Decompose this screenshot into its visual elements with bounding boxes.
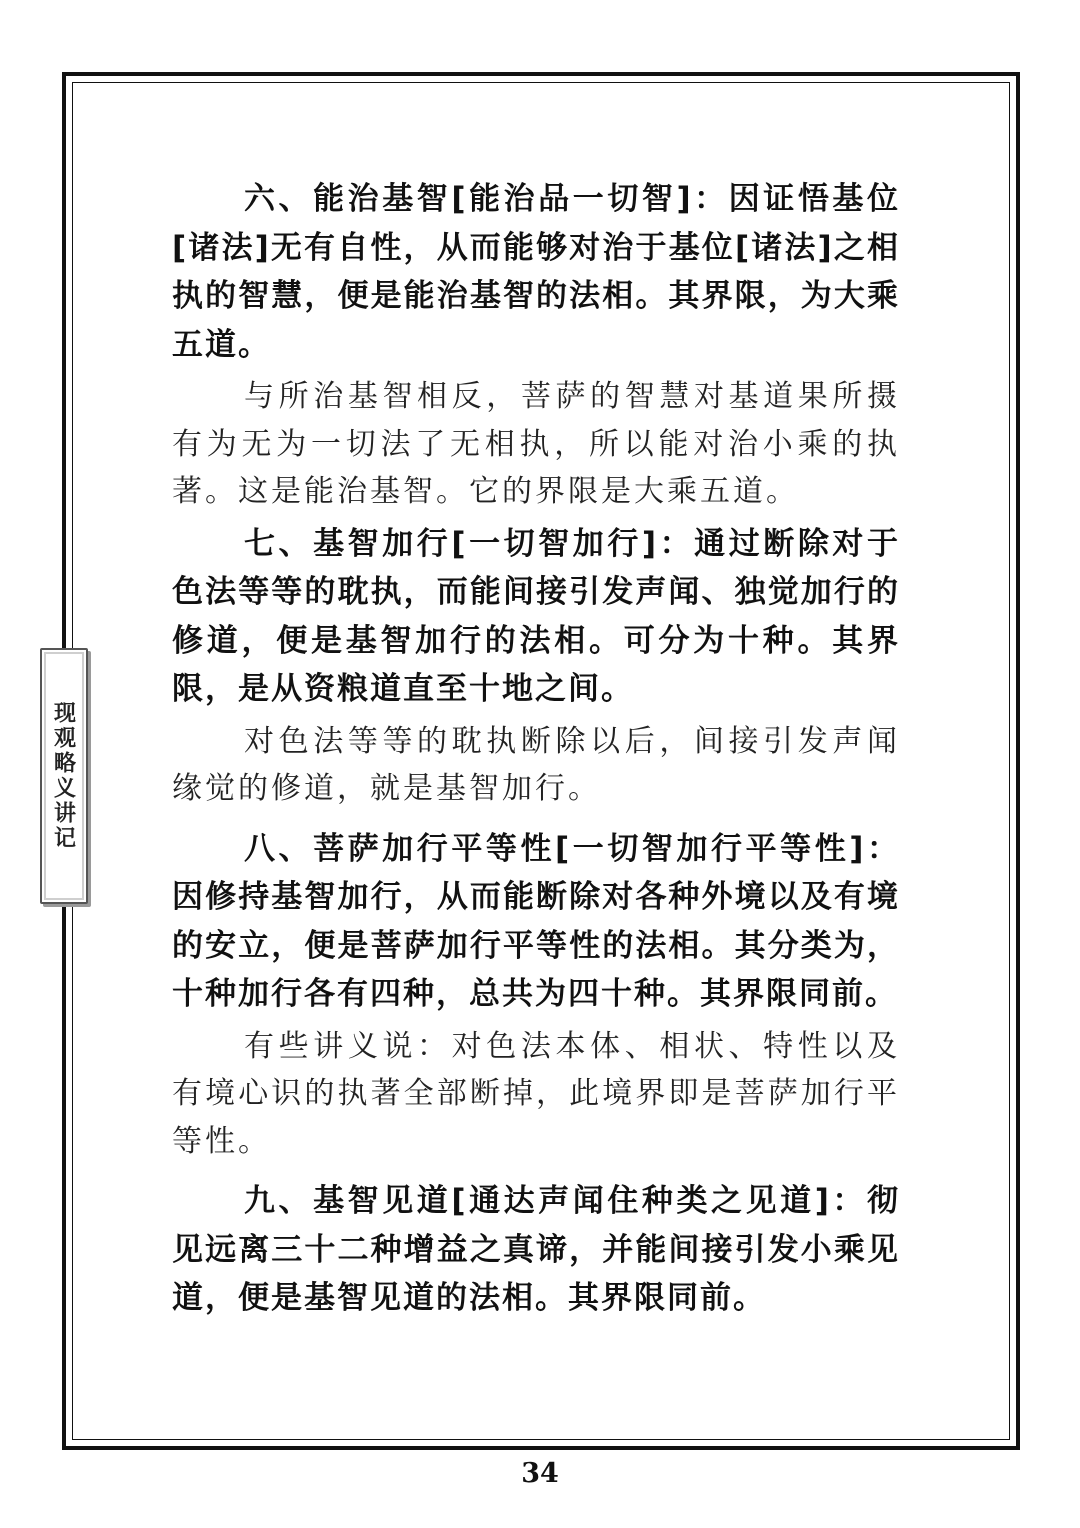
explanation-paragraph-8: 有些讲义说：对色法本体、相状、特性以及有境心识的执著全部断掉，此境界即是菩萨加行平等性。: [172, 1028, 900, 1159]
definition-paragraph-9: 九、基智见道[通达声闻住种类之见道]：彻见远离三十二种增益之真谛，并能间接引发小乘见道，便是基智见道的法相。其界限同前。: [172, 1183, 900, 1316]
definition-paragraph-7: 七、基智加行[一切智加行]：通过断除对于色法等等的耽执，而能间接引发声闻、独觉加行的修道，便是基智加行的法相。可分为十种。其界限，是从资粮道直至十地之间。: [172, 525, 900, 707]
side-tab: [40, 648, 88, 904]
side-tab-title: 现观略义讲记: [50, 701, 77, 851]
page-number: 34: [521, 1458, 559, 1489]
explanation-paragraph-6: 与所治基智相反，菩萨的智慧对基道果所摄有为无为一切法了无相执，所以能对治小乘的执著。这是能治基智。它的界限是大乘五道。: [172, 379, 900, 509]
definition-paragraph-6: 六、能治基智[能治品一切智]：因证悟基位[诸法]无有自性，从而能够对治于基位[诸法]之相执的智慧，便是能治基智的法相。其界限，为大乘五道。: [172, 181, 900, 363]
page-content: [172, 175, 900, 1323]
explanation-paragraph-7: 对色法等等的耽执断除以后，间接引发声闻缘觉的修道，就是基智加行。: [172, 723, 900, 806]
definition-paragraph-8: 八、菩萨加行平等性[一切智加行平等性]：因修持基智加行，从而能断除对各种外境以及有境的安立，便是菩萨加行平等性的法相。其分类为，十种加行各有四种，总共为四十种。其界限同前。: [172, 830, 900, 1012]
